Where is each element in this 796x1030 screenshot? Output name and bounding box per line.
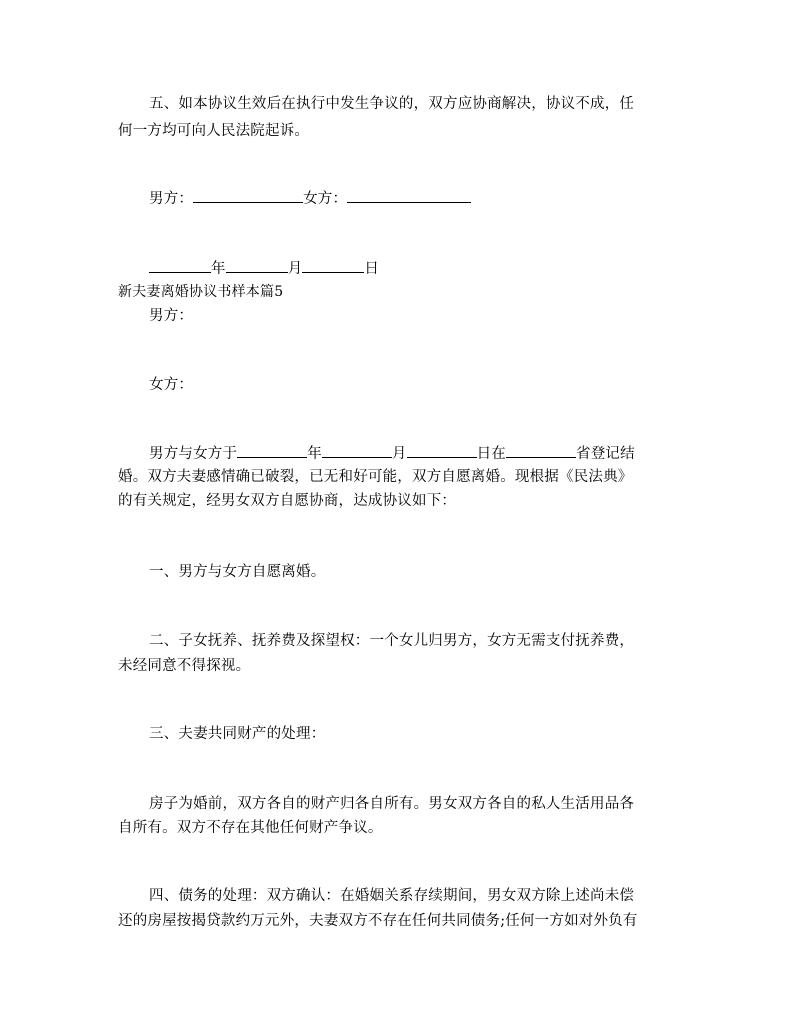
- intro-line2: 婚。双方夫妻感情确已破裂，已无和好可能，双方自愿离婚。现根据《民法典》: [118, 469, 633, 485]
- item4-line1: 四、债务的处理：双方确认：在婚姻关系存续期间，男女双方除上述尚未偿: [149, 888, 635, 904]
- item1: 一、男方与女方自愿离婚。: [149, 564, 326, 580]
- female-signature-label: 女方：: [303, 191, 348, 207]
- intro-month-blank: [322, 443, 392, 458]
- item2-line2: 未经同意不得探视。: [118, 658, 251, 674]
- section-title: 新夫妻离婚协议书样本篇5: [118, 284, 284, 300]
- male-signature-blank: [193, 188, 303, 203]
- intro-year: 年: [307, 446, 322, 462]
- intro-province: 省登记结: [576, 446, 635, 462]
- intro-line3: 的有关规定，经男女双方自愿协商，达成协议如下：: [118, 493, 457, 509]
- clause5-line2: 何一方均可向人民法院起诉。: [118, 123, 310, 139]
- intro-day-at: 日在: [476, 446, 507, 462]
- clause5-line1: 五、如本协议生效后在执行中发生争议的，双方应协商解决，协议不成，任: [149, 96, 635, 112]
- year-blank: [149, 258, 211, 273]
- item4-line2: 还的房屋按揭贷款约万元外，夫妻双方不存在任何共同债务;任何一方如对外负有: [118, 913, 638, 929]
- month-blank: [226, 258, 288, 273]
- intro-line1: [149, 443, 635, 464]
- intro-part1: 男方与女方于: [149, 446, 238, 462]
- female-signature-blank: [347, 188, 471, 203]
- party-male: 男方：: [149, 308, 194, 324]
- intro-month: 月: [391, 446, 407, 462]
- item3: 三、夫妻共同财产的处理：: [149, 726, 326, 742]
- day-blank: [302, 258, 364, 273]
- month-label: 月: [287, 261, 303, 277]
- intro-year-blank: [237, 443, 307, 458]
- intro-day-blank: [407, 443, 477, 458]
- signature-line: [149, 188, 471, 209]
- property-line2: 自所有。双方不存在其他任何财产争议。: [118, 820, 383, 836]
- property-line1: 房子为婚前，双方各自的财产归各自所有。男女双方各自的私人生活用品各: [149, 796, 635, 812]
- party-female: 女方：: [149, 377, 194, 393]
- intro-province-blank: [506, 443, 576, 458]
- year-label: 年: [211, 261, 226, 277]
- day-label: 日: [364, 261, 380, 277]
- male-signature-label: 男方：: [149, 191, 194, 207]
- item2-line1: 二、子女抚养、抚养费及探望权：一个女儿归男方，女方无需支付抚养费，: [149, 633, 635, 649]
- date-line: [149, 258, 379, 279]
